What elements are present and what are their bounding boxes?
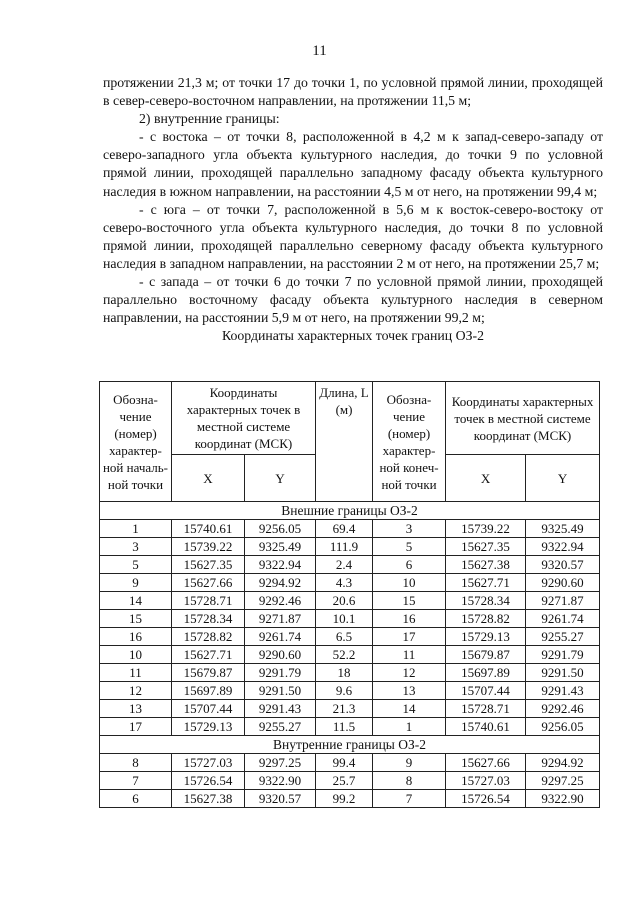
length-cell: 99.4 bbox=[316, 754, 373, 772]
end-point-cell: 13 bbox=[373, 682, 446, 700]
x-end-cell: 15726.54 bbox=[446, 790, 526, 808]
end-point-cell: 16 bbox=[373, 610, 446, 628]
x-end-cell: 15740.61 bbox=[446, 718, 526, 736]
y-start-cell: 9290.60 bbox=[245, 646, 316, 664]
start-point-cell: 16 bbox=[100, 628, 172, 646]
x-end-cell: 15627.71 bbox=[446, 574, 526, 592]
y-start-cell: 9292.46 bbox=[245, 592, 316, 610]
y-end-cell: 9291.50 bbox=[526, 664, 600, 682]
paragraph: - с юга – от точки 7, расположенной в 5,6 м к восток-северо-востоку от северо-восточного угла объекта культурного наследия, до точки 8 по условной прямой линии, проходящей параллельно северному фасаду объекта культурного наследия в западном направлении, на расстоянии 2 м от него, на протяжении 25,7 м; bbox=[103, 201, 603, 271]
end-point-cell: 12 bbox=[373, 664, 446, 682]
y-end-cell: 9294.92 bbox=[526, 754, 600, 772]
y-start-cell: 9291.79 bbox=[245, 664, 316, 682]
header-y-end: Y bbox=[526, 455, 600, 502]
x-end-cell: 15627.35 bbox=[446, 538, 526, 556]
x-end-cell: 15727.03 bbox=[446, 772, 526, 790]
end-point-cell: 7 bbox=[373, 790, 446, 808]
x-start-cell: 15679.87 bbox=[172, 664, 245, 682]
x-start-cell: 15727.03 bbox=[172, 754, 245, 772]
y-start-cell: 9322.90 bbox=[245, 772, 316, 790]
y-start-cell: 9320.57 bbox=[245, 790, 316, 808]
length-cell: 6.5 bbox=[316, 628, 373, 646]
paragraph: 2) внутренние границы: bbox=[139, 111, 280, 127]
start-point-cell: 7 bbox=[100, 772, 172, 790]
table-row bbox=[100, 700, 600, 718]
table-row bbox=[100, 556, 600, 574]
x-start-cell: 15729.13 bbox=[172, 718, 245, 736]
start-point-cell: 15 bbox=[100, 610, 172, 628]
header-x-end: X bbox=[446, 455, 526, 502]
x-end-cell: 15728.82 bbox=[446, 610, 526, 628]
y-end-cell: 9256.05 bbox=[526, 718, 600, 736]
y-start-cell: 9291.50 bbox=[245, 682, 316, 700]
length-cell: 52.2 bbox=[316, 646, 373, 664]
x-start-cell: 15707.44 bbox=[172, 700, 245, 718]
length-cell: 20.6 bbox=[316, 592, 373, 610]
length-cell: 9.6 bbox=[316, 682, 373, 700]
header-y-start: Y bbox=[245, 455, 316, 502]
paragraph: - с востока – от точки 8, расположенной в 4,2 м к запад-северо-западу от северо-западного угла объекта культурного наследия, до точки 9 по условной прямой линии, проходящей параллельно западному фасаду объекта культурного наследия в южном направлении, на расстоянии 4,5 м от него, на протяжении 99,4 м; bbox=[103, 129, 603, 199]
x-start-cell: 15728.82 bbox=[172, 628, 245, 646]
header-coords-end: Координаты характерных точек в местной системе координат (МСК) bbox=[446, 382, 600, 455]
table-row bbox=[100, 754, 600, 772]
x-start-cell: 15627.66 bbox=[172, 574, 245, 592]
y-end-cell: 9297.25 bbox=[526, 772, 600, 790]
y-start-cell: 9325.49 bbox=[245, 538, 316, 556]
end-point-cell: 5 bbox=[373, 538, 446, 556]
x-start-cell: 15726.54 bbox=[172, 772, 245, 790]
length-cell: 11.5 bbox=[316, 718, 373, 736]
table-row bbox=[100, 646, 600, 664]
y-start-cell: 9294.92 bbox=[245, 574, 316, 592]
y-end-cell: 9322.94 bbox=[526, 538, 600, 556]
start-point-cell: 9 bbox=[100, 574, 172, 592]
end-point-cell: 9 bbox=[373, 754, 446, 772]
x-end-cell: 15729.13 bbox=[446, 628, 526, 646]
x-start-cell: 15740.61 bbox=[172, 520, 245, 538]
length-cell: 99.2 bbox=[316, 790, 373, 808]
table-row bbox=[100, 538, 600, 556]
start-point-cell: 17 bbox=[100, 718, 172, 736]
table-body bbox=[100, 502, 600, 808]
table-row bbox=[100, 592, 600, 610]
table-row bbox=[100, 628, 600, 646]
end-point-cell: 11 bbox=[373, 646, 446, 664]
y-end-cell: 9291.79 bbox=[526, 646, 600, 664]
y-end-cell: 9290.60 bbox=[526, 574, 600, 592]
y-start-cell: 9297.25 bbox=[245, 754, 316, 772]
y-end-cell: 9322.90 bbox=[526, 790, 600, 808]
y-end-cell: 9325.49 bbox=[526, 520, 600, 538]
y-end-cell: 9271.87 bbox=[526, 592, 600, 610]
end-point-cell: 3 bbox=[373, 520, 446, 538]
y-end-cell: 9292.46 bbox=[526, 700, 600, 718]
table-row bbox=[100, 610, 600, 628]
x-start-cell: 15627.38 bbox=[172, 790, 245, 808]
x-start-cell: 15728.34 bbox=[172, 610, 245, 628]
table-row bbox=[100, 790, 600, 808]
y-end-cell: 9320.57 bbox=[526, 556, 600, 574]
y-start-cell: 9291.43 bbox=[245, 700, 316, 718]
start-point-cell: 3 bbox=[100, 538, 172, 556]
x-end-cell: 15627.38 bbox=[446, 556, 526, 574]
section-header-row bbox=[100, 736, 600, 754]
x-start-cell: 15697.89 bbox=[172, 682, 245, 700]
table-row bbox=[100, 682, 600, 700]
y-start-cell: 9256.05 bbox=[245, 520, 316, 538]
x-end-cell: 15728.34 bbox=[446, 592, 526, 610]
x-end-cell: 15697.89 bbox=[446, 664, 526, 682]
page-number: 11 bbox=[312, 43, 327, 59]
y-end-cell: 9291.43 bbox=[526, 682, 600, 700]
paragraph: протяжении 21,3 м; от точки 17 до точки 1, по условной прямой линии, проходящей в север-северо-восточном направлении, на протяжении 11,5 м; bbox=[103, 75, 603, 109]
start-point-cell: 6 bbox=[100, 790, 172, 808]
table-title: Координаты характерных точек границ ОЗ-2 bbox=[221, 328, 485, 344]
body-text bbox=[103, 74, 603, 345]
start-point-cell: 8 bbox=[100, 754, 172, 772]
header-end-point: Обозна-чение (номер) характер-ной конеч-ной точки bbox=[373, 382, 446, 502]
x-end-cell: 15707.44 bbox=[446, 682, 526, 700]
table-row bbox=[100, 718, 600, 736]
length-cell: 18 bbox=[316, 664, 373, 682]
section-header-row bbox=[100, 502, 600, 520]
x-start-cell: 15627.35 bbox=[172, 556, 245, 574]
y-start-cell: 9261.74 bbox=[245, 628, 316, 646]
x-end-cell: 15728.71 bbox=[446, 700, 526, 718]
length-cell: 4.3 bbox=[316, 574, 373, 592]
table-row bbox=[100, 520, 600, 538]
length-cell: 10.1 bbox=[316, 610, 373, 628]
y-start-cell: 9322.94 bbox=[245, 556, 316, 574]
end-point-cell: 1 bbox=[373, 718, 446, 736]
section-title: Внутренние границы ОЗ-2 bbox=[100, 736, 600, 754]
x-start-cell: 15739.22 bbox=[172, 538, 245, 556]
end-point-cell: 15 bbox=[373, 592, 446, 610]
header-start-point: Обозна-чение (номер) характер-ной началь-ной точки bbox=[100, 382, 172, 502]
length-cell: 2.4 bbox=[316, 556, 373, 574]
header-x-start: X bbox=[172, 455, 245, 502]
y-end-cell: 9261.74 bbox=[526, 610, 600, 628]
start-point-cell: 14 bbox=[100, 592, 172, 610]
y-start-cell: 9271.87 bbox=[245, 610, 316, 628]
end-point-cell: 14 bbox=[373, 700, 446, 718]
table-row bbox=[100, 574, 600, 592]
y-end-cell: 9255.27 bbox=[526, 628, 600, 646]
x-end-cell: 15679.87 bbox=[446, 646, 526, 664]
y-start-cell: 9255.27 bbox=[245, 718, 316, 736]
section-title: Внешние границы ОЗ-2 bbox=[100, 502, 600, 520]
header-length: Длина, L (м) bbox=[316, 382, 373, 502]
coordinates-table bbox=[99, 381, 600, 808]
start-point-cell: 11 bbox=[100, 664, 172, 682]
length-cell: 25.7 bbox=[316, 772, 373, 790]
start-point-cell: 5 bbox=[100, 556, 172, 574]
header-coords-start: Координаты характерных точек в местной системе координат (МСК) bbox=[172, 382, 316, 455]
x-start-cell: 15627.71 bbox=[172, 646, 245, 664]
start-point-cell: 12 bbox=[100, 682, 172, 700]
paragraph: - с запада – от точки 6 до точки 7 по условной прямой линии, проходящей параллельно восточному фасаду объекта культурного наследия в северном направлении, на расстоянии 5,9 м от него, на протяжении 99,2 м; bbox=[103, 274, 603, 326]
length-cell: 111.9 bbox=[316, 538, 373, 556]
x-start-cell: 15728.71 bbox=[172, 592, 245, 610]
x-end-cell: 15739.22 bbox=[446, 520, 526, 538]
x-end-cell: 15627.66 bbox=[446, 754, 526, 772]
table-row bbox=[100, 772, 600, 790]
end-point-cell: 17 bbox=[373, 628, 446, 646]
start-point-cell: 1 bbox=[100, 520, 172, 538]
start-point-cell: 10 bbox=[100, 646, 172, 664]
start-point-cell: 13 bbox=[100, 700, 172, 718]
end-point-cell: 10 bbox=[373, 574, 446, 592]
end-point-cell: 6 bbox=[373, 556, 446, 574]
end-point-cell: 8 bbox=[373, 772, 446, 790]
length-cell: 69.4 bbox=[316, 520, 373, 538]
length-cell: 21.3 bbox=[316, 700, 373, 718]
table-row bbox=[100, 664, 600, 682]
